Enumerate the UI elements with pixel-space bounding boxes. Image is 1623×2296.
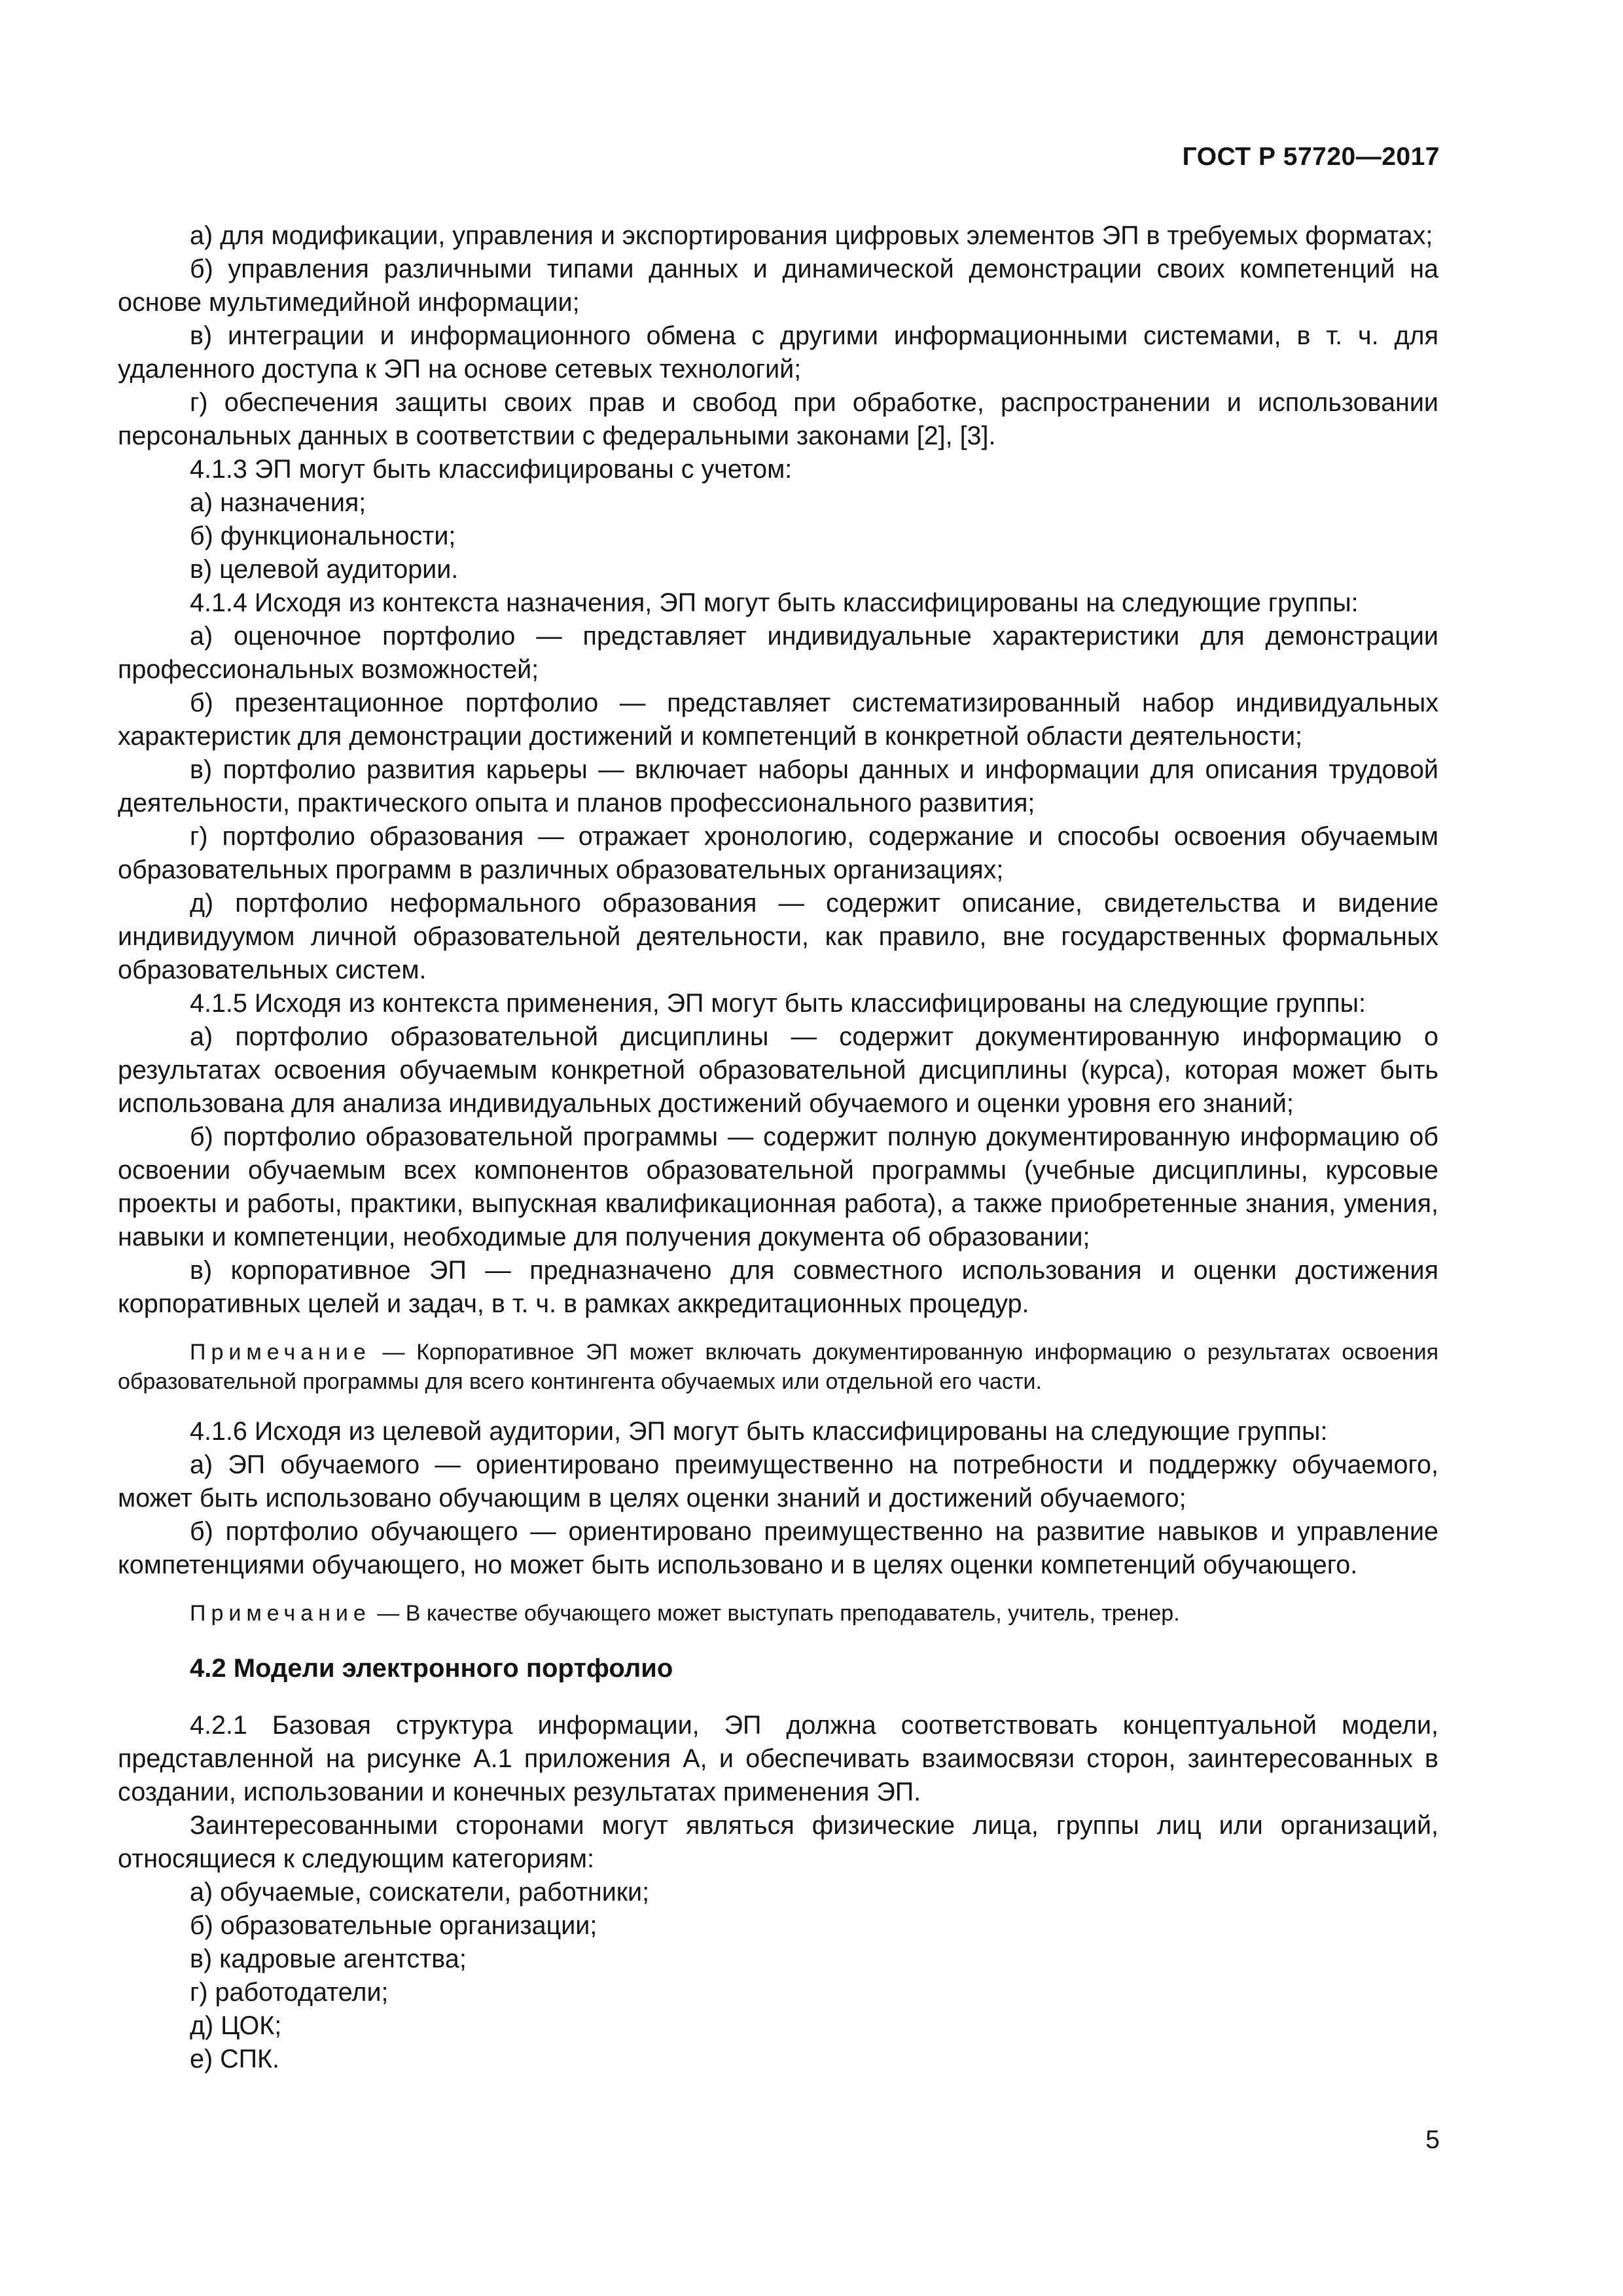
note-paragraph xyxy=(118,1599,1438,1628)
paragraph: в) корпоративное ЭП — предназначено для совместного использования и оценки достижения корпоративных целей и задач, в т. ч. в рамках аккредитационных процедур. xyxy=(118,1256,1438,1318)
paragraph: д) ЦОК; xyxy=(190,2011,282,2040)
paragraph: а) для модификации, управления и экспортирования цифровых элементов ЭП в требуемых форматах; xyxy=(190,221,1433,250)
note-text: — Корпоративное ЭП может включать документированную информацию о результатах освоения образовательной программы для всего контингента обучаемых или отдельной его части. xyxy=(118,1340,1438,1394)
document-header: ГОСТ Р 57720—2017 xyxy=(1182,143,1440,171)
paragraph: г) портфолио образования — отражает хронологию, содержание и способы освоения обучаемым образовательных программ в различных образовательных организациях; xyxy=(118,822,1438,884)
paragraph: 4.2.1 Базовая структура информации, ЭП должна соответствовать концептуальной модели, представленной на рисунке А.1 приложения А, и обеспечивать взаимосвязи сторон, заинтересованных в создании, использовании и конечных результатах применения ЭП. xyxy=(118,1711,1438,1806)
paragraph: а) оценочное портфолио — представляет индивидуальные характеристики для демонстрации профессиональных возможностей; xyxy=(118,622,1438,684)
paragraph: е) СПК. xyxy=(190,2045,279,2073)
paragraph: а) обучаемые, соискатели, работники; xyxy=(190,1878,650,1907)
note-paragraph xyxy=(118,1338,1438,1397)
paragraph: а) ЭП обучаемого — ориентировано преимущественно на потребности и поддержку обучаемого, может быть использовано обучающим в целях оценки знаний и достижений обучаемого; xyxy=(118,1450,1438,1513)
paragraph: в) интеграции и информационного обмена с другими информационными системами, в т. ч. для удаленного доступа к ЭП на основе сетевых технологий; xyxy=(118,321,1438,384)
paragraph: а) портфолио образовательной дисциплины — содержит документированную информацию о результатах освоения обучаемым конкретной образовательной дисциплины (курса), которая может быть использована для анализа индивидуальных достижений обучаемого и оценки уровня его знаний; xyxy=(118,1022,1438,1118)
paragraph: б) презентационное портфолио — представляет систематизированный набор индивидуальных характеристик для демонстрации достижений и компетенций в конкретной области деятельности; xyxy=(118,689,1438,751)
section-heading: 4.2 Модели электронного портфолио xyxy=(190,1654,673,1683)
note-text: — В качестве обучающего может выступать преподаватель, учитель, тренер. xyxy=(370,1601,1180,1626)
paragraph: б) управления различными типами данных и динамической демонстрации своих компетенций на основе мультимедийной информации; xyxy=(118,255,1438,317)
page-number: 5 xyxy=(1425,2126,1440,2154)
paragraph: б) портфолио обучающего — ориентировано преимущественно на развитие навыков и управление компетенциями обучающего, но может быть использовано и в целях оценки компетенций обучающего. xyxy=(118,1517,1438,1579)
paragraph: в) целевой аудитории. xyxy=(190,555,459,584)
paragraph: г) обеспечения защиты своих прав и свобод при обработке, распространении и использовании персональных данных в соответствии с федеральными законами [2], [3]. xyxy=(118,388,1438,450)
note-label: Примечание xyxy=(190,1340,371,1365)
paragraph: 4.1.6 Исходя из целевой аудитории, ЭП могут быть классифицированы на следующие группы: xyxy=(190,1417,1328,1446)
paragraph: в) портфолио развития карьеры — включает наборы данных и информации для описания трудовой деятельности, практического опыта и планов профессионального развития; xyxy=(118,755,1438,817)
paragraph: в) кадровые агентства; xyxy=(190,1945,467,1973)
note-label: Примечание xyxy=(190,1601,371,1626)
paragraph: 4.1.3 ЭП могут быть классифицированы с учетом: xyxy=(190,455,793,484)
document-body xyxy=(118,219,1438,2076)
paragraph: д) портфолио неформального образования — содержит описание, свидетельства и видение индивидуумом личной образовательной деятельности, как правило, вне государственных формальных образовательных систем. xyxy=(118,889,1438,984)
paragraph: Заинтересованными сторонами могут являться физические лица, группы лиц или организаций, относящиеся к следующим категориям: xyxy=(118,1811,1438,1873)
paragraph: 4.1.5 Исходя из контекста применения, ЭП могут быть классифицированы на следующие группы: xyxy=(190,989,1366,1018)
paragraph: б) функциональности; xyxy=(190,522,456,550)
paragraph: а) назначения; xyxy=(190,488,366,517)
paragraph: г) работодатели; xyxy=(190,1978,389,2007)
paragraph: 4.1.4 Исходя из контекста назначения, ЭП могут быть классифицированы на следующие группы: xyxy=(190,588,1359,617)
paragraph: б) образовательные организации; xyxy=(190,1911,597,1940)
paragraph: б) портфолио образовательной программы — содержит полную документированную информацию об освоении обучаемым всех компонентов образовательной программы (учебные дисциплины, курсовые проекты и работы, практики, выпускная квалификационная работа), а также приобретенные знания, умения, навыки и компетенции, необходимые для получения документа об образовании; xyxy=(118,1122,1438,1251)
